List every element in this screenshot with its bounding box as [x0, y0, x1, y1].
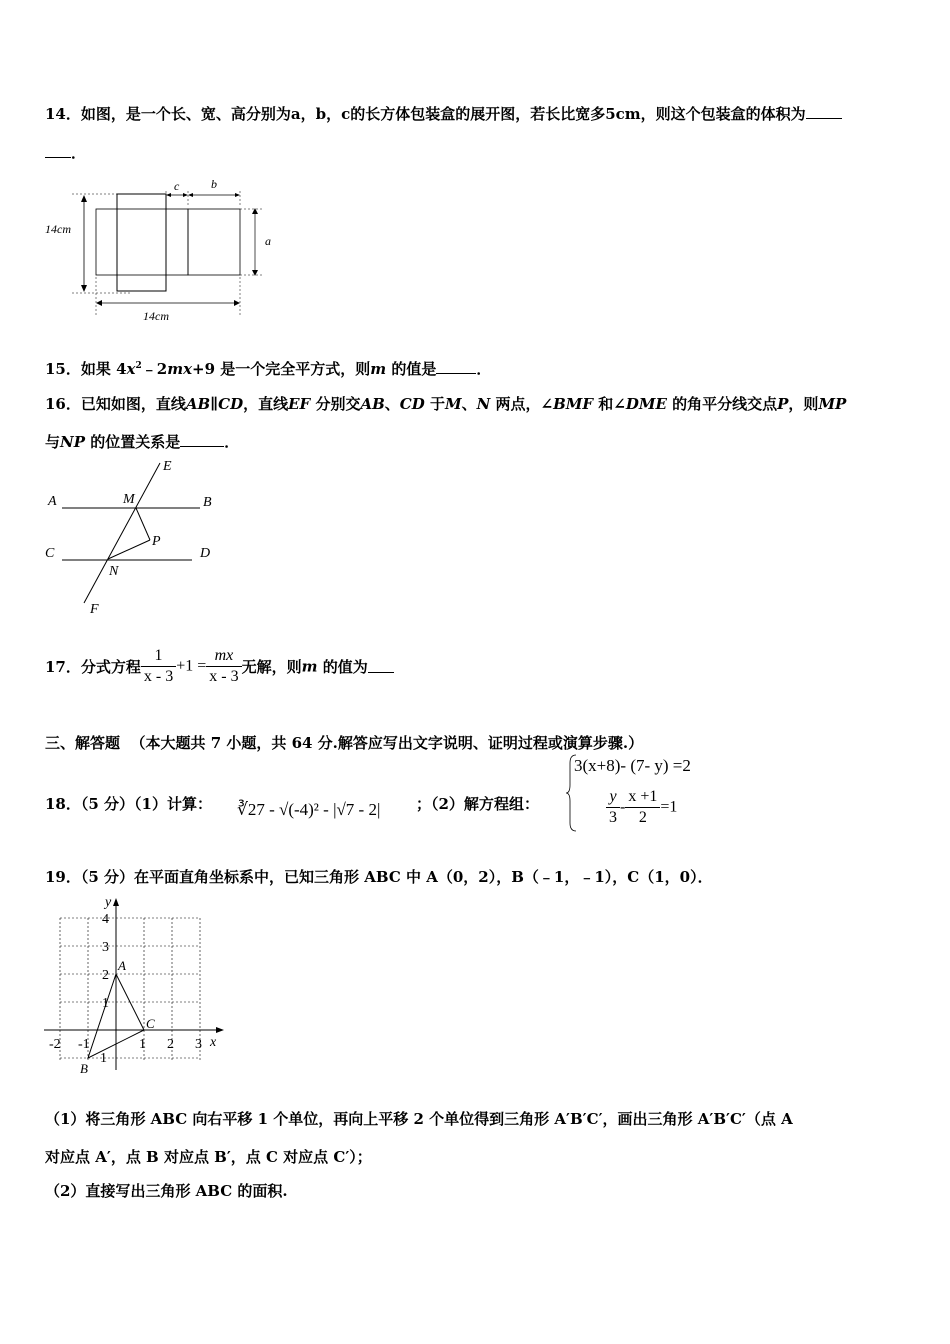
q17-fraction-1: $\frac{1}{x - 3}$ [141, 646, 176, 687]
x-tick-neg2: -2 [49, 1037, 61, 1052]
line-EF [84, 463, 160, 603]
segment-MP [136, 508, 150, 540]
q18-calc-expression: ∛27 - √(-4)² - |√7 - 2| [237, 800, 381, 819]
y-tick-1: 1 [102, 996, 109, 1011]
segment-NP [108, 540, 150, 559]
label-c: c [174, 179, 180, 193]
q19-part2: （2）直接写出三角形 ABC 的面积. [45, 1182, 288, 1200]
bottom-dim-label: 14cm [143, 309, 169, 323]
left-arrow-bottom [81, 285, 87, 292]
net-face-b [188, 209, 240, 275]
q16-blank [180, 434, 224, 447]
x-tick-1: 1 [139, 1037, 146, 1052]
point-F-label: F [90, 602, 99, 617]
q15-blank [436, 361, 476, 374]
net-face-tall [117, 194, 166, 291]
q18-mid-text: ；（2）解方程组： [416, 795, 539, 813]
vertex-A-label: A [118, 958, 126, 973]
label-b: b [211, 177, 217, 191]
q18-text: 18．（5 分）（1）计算： [45, 795, 212, 813]
x-tick-2: 2 [167, 1037, 174, 1052]
point-D-label: D [200, 546, 211, 561]
label-a: a [265, 234, 271, 248]
q14-text-cont: ． [45, 142, 86, 163]
point-E-label: E [163, 459, 172, 474]
q15-text: 15．如果 $4x^2﹣2mx+9$ 是一个完全平方式，则m 的值是 ． [45, 360, 492, 378]
left-dim-label: 14cm [45, 222, 71, 236]
vertex-C-label: C [146, 1016, 155, 1031]
point-M-label: M [123, 492, 135, 507]
q17-text: 17．分式方程 $\frac{1}{x - 3}$ +1 = $\frac{mx}{x - 3}$ 无解，则m 的值为 [45, 646, 394, 687]
point-B-label: B [203, 495, 212, 510]
left-arrow-top [81, 195, 87, 202]
q19-part1-line2: 对应点 A′，点 B 对应点 B′，点 C 对应点 C′）； [45, 1148, 372, 1166]
x-axis-label: x [210, 1035, 217, 1050]
net-face-main [96, 209, 166, 275]
q14-blank [806, 106, 842, 119]
vertex-B-label: B [80, 1061, 88, 1076]
point-N-label: N [109, 564, 119, 579]
q14-text: 14．如图，是一个长、宽、高分别为a，b，c的长方体包装盒的展开图，若长比宽多5cm，则这个包装盒的体积为 [45, 103, 842, 124]
q16-line1: 16．已知如图，直线AB∥CD，直线EF 分别交AB、CD 于M、N 两点，∠BMF 和∠DME 的角平分线交点P，则MP [45, 395, 847, 413]
q17-fraction-2: $\frac{mx}{x - 3}$ [206, 646, 241, 687]
q19-part1-line1: （1）将三角形 ABC 向右平移 1 个单位，再向上平移 2 个单位得到三角形 A′B′C′，画出三角形 A′B′C′（点 A [45, 1110, 793, 1128]
q17-blank [368, 660, 394, 673]
q16-parallel-lines-figure [40, 455, 230, 620]
q19-coordinate-grid [42, 892, 227, 1082]
y-axis-label: y [105, 895, 112, 910]
section-3-header: 三、解答题 （本大题共 7 小题，共 64 分.解答应写出文字说明、证明过程或演算步骤.） [45, 734, 644, 752]
q14-blank-cont [45, 145, 71, 158]
y-tick-2: 2 [102, 968, 109, 983]
y-tick-3: 3 [102, 940, 109, 955]
q18-equation-system [566, 753, 766, 833]
q19-text: 19．（5 分）在平面直角坐标系中，已知三角形 ABC 中 A（0，2），B（﹣1，﹣1），C（1，0）． [45, 868, 713, 886]
point-A-label: A [48, 494, 57, 509]
q14-box-net-figure [40, 175, 280, 325]
q18-equation-2: $\frac{y}{3}$ - $\frac{x +1}{2}$ =1 [606, 787, 677, 828]
point-P-label: P [152, 534, 161, 549]
y-tick-4: 4 [102, 912, 109, 927]
q16-line2: 与NP 的位置关系是 ． [45, 433, 240, 451]
point-C-label: C [45, 546, 55, 561]
q18-equation-1: 3(x+8)- (7- y) =2 [574, 756, 691, 775]
x-tick-3: 3 [195, 1037, 202, 1052]
x-tick-neg1: -1 [78, 1037, 90, 1052]
y-tick-neg1: 1 [100, 1051, 107, 1066]
net-face-c [166, 209, 188, 275]
